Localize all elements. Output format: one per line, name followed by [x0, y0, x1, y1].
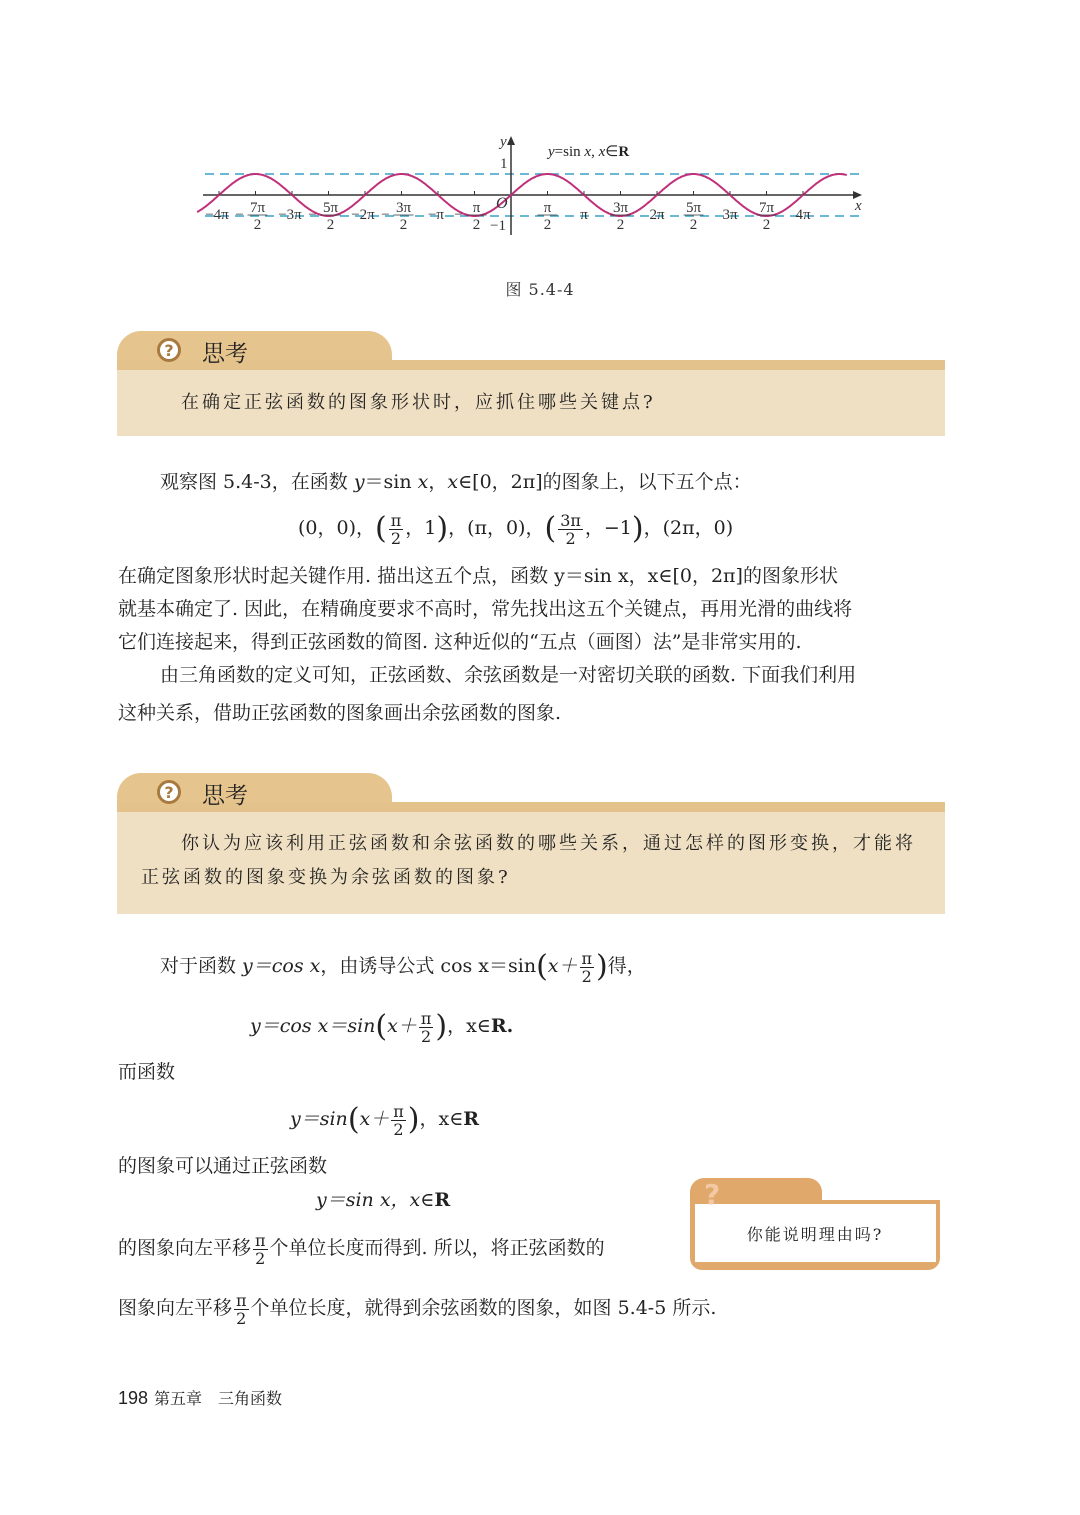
chapter-title: 第五章 三角函数 — [154, 1389, 283, 1408]
svg-text:7π: 7π — [758, 200, 775, 216]
question-icon: ? — [157, 338, 181, 362]
svg-text:5π: 5π — [685, 200, 702, 216]
svg-text:π: π — [472, 200, 481, 216]
svg-text:2: 2 — [326, 217, 335, 233]
think-title: 思考 — [202, 783, 248, 809]
svg-text:−4π: −4π — [205, 207, 229, 223]
svg-text:3π: 3π — [612, 200, 629, 216]
svg-text:−3π: −3π — [278, 207, 302, 223]
para-line: 观察图 5.4-3，在函数 y＝sin x，x∈[0，2π]的图象上，以下五个点： — [160, 471, 752, 493]
think-question-line1: 你认为应该利用正弦函数和余弦函数的哪些关系，通过怎样的图形变换，才能将 — [181, 833, 916, 854]
svg-text:2: 2 — [253, 217, 262, 233]
para-line: 就基本确定了. 因此，在精确度要求不高时，常先找出这五个关键点，再用光滑的曲线将 — [118, 598, 853, 620]
para-line: 由三角函数的定义可知，正弦函数、余弦函数是一对密切关联的函数. 下面我们利用 — [160, 664, 857, 686]
page-number: 198 — [118, 1388, 149, 1408]
question-mark-icon: ? — [704, 1178, 721, 1211]
figure-caption: 图 5.4-4 — [505, 280, 575, 299]
para-line: 它们连接起来，得到正弦函数的简图. 这种近似的“五点（画图）法”是非常实用的. — [118, 631, 802, 653]
para-line: 在确定图象形状时起关键作用. 描出这五个点，函数 y＝sin x，x∈[0，2π]的图象形状 — [118, 565, 838, 587]
para-line: 而函数 — [118, 1061, 176, 1083]
equation-sin: y＝sin x，x∈R — [316, 1189, 451, 1211]
svg-text:−1: −1 — [490, 218, 506, 234]
svg-text:π: π — [543, 200, 552, 216]
svg-text:2: 2 — [543, 217, 552, 233]
para-line: 的图象向左平移 $\frac{\pi}{2}$ 个单位长度而得到. 所以，将正弦函数的 — [118, 1230, 605, 1268]
svg-text:7π: 7π — [249, 200, 266, 216]
svg-text:2: 2 — [762, 217, 771, 233]
equation-sin-shift: y＝sin(x＋ $\frac{\pi}{2}$ )，x∈R — [290, 1101, 480, 1139]
svg-text:x: x — [855, 198, 862, 214]
svg-text:4π: 4π — [795, 207, 811, 223]
para-line: 对于函数 y＝cos x，由诱导公式 cos x＝sin(x＋ $\frac{\pi}{2}$ )得， — [160, 948, 646, 986]
svg-text:2: 2 — [616, 217, 625, 233]
question-icon: ? — [157, 780, 181, 804]
svg-text:5π: 5π — [322, 200, 339, 216]
svg-text:−: − — [454, 207, 463, 223]
svg-text:2: 2 — [399, 217, 408, 233]
para-line: 图象向左平移 $\frac{\pi}{2}$ 个单位长度，就得到余弦函数的图象，如图 5.4-5 所示. — [118, 1290, 717, 1328]
think-box-1 — [117, 331, 945, 436]
svg-text:−: − — [308, 207, 317, 223]
para-line: 这种关系，借助正弦函数的图象画出余弦函数的图象. — [118, 702, 562, 724]
svg-text:2: 2 — [472, 217, 481, 233]
five-key-points: (0，0)，( $\frac{\pi}{2}$ ，1)，(π，0)，( $\frac{3\pi}{2}$ ，−1)，(2π，0) — [298, 510, 734, 548]
svg-text:2π: 2π — [649, 207, 665, 223]
side-note — [690, 1178, 940, 1271]
think-question: 在确定正弦函数的图象形状时，应抓住哪些关键点? — [181, 392, 656, 413]
svg-text:π: π — [580, 207, 588, 223]
page-footer — [118, 1386, 282, 1409]
svg-text:1: 1 — [500, 156, 508, 172]
svg-text:−: − — [381, 207, 390, 223]
equation-cos: y＝cos x＝sin(x＋ $\frac{\pi}{2}$ )，x∈R. — [250, 1008, 514, 1046]
svg-text:O: O — [496, 195, 508, 212]
sine-graph-figure — [190, 125, 880, 245]
svg-text:3π: 3π — [395, 200, 412, 216]
svg-text:−2π: −2π — [351, 207, 375, 223]
svg-text:2: 2 — [689, 217, 698, 233]
svg-text:y: y — [500, 134, 507, 150]
think-title: 思考 — [202, 341, 248, 367]
svg-text:−: − — [235, 207, 244, 223]
equation-label: y=sin x, x∈R — [548, 144, 630, 160]
para-line: 的图象可以通过正弦函数 — [118, 1155, 328, 1177]
think-question-line2: 正弦函数的图象变换为余弦函数的图象? — [141, 867, 511, 888]
svg-text:3π: 3π — [722, 207, 738, 223]
think-box-2 — [117, 773, 945, 914]
side-note-text: 你能说明理由吗? — [746, 1225, 884, 1244]
svg-text:−π: −π — [427, 207, 445, 223]
